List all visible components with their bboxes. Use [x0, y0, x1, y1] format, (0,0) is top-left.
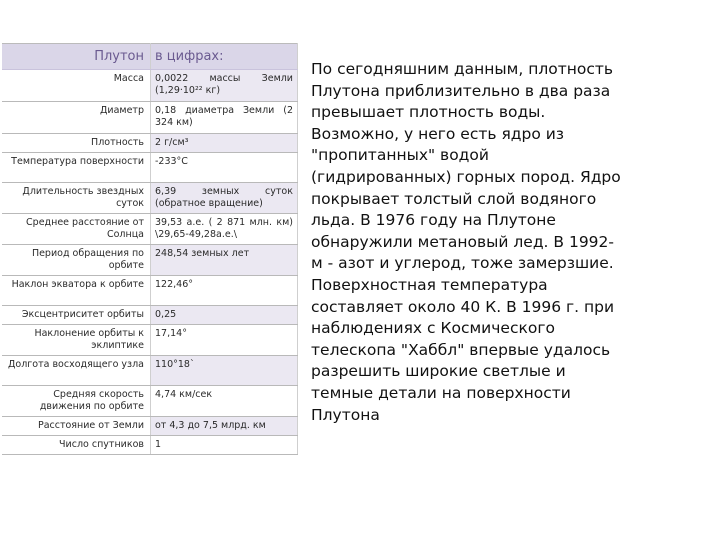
table-row — [2, 436, 298, 455]
text-line: темные детали на поверхности — [311, 383, 571, 402]
text-line: Плутона — [311, 405, 380, 424]
table-row-value: 4,74 км/сек — [151, 386, 298, 417]
text-line: м - азот и углерод, тоже замерзшие. — [311, 254, 614, 273]
table-row-value: 1 — [151, 436, 298, 455]
table-row-label: Наклонение орбиты к эклиптике — [2, 325, 151, 356]
pluto-description-text — [311, 59, 716, 426]
table-row — [2, 153, 298, 183]
text-line: наблюдениях с Космического — [311, 319, 555, 338]
pluto-facts-table — [2, 43, 298, 455]
table-row-label: Период обращения по орбите — [2, 245, 151, 276]
table-row-label: Долгота восходящего узла — [2, 356, 151, 386]
table-row — [2, 70, 298, 102]
table-row — [2, 102, 298, 134]
table-row-label: Масса — [2, 70, 151, 102]
table-row-value: 0,18 диаметра Земли (2 324 км) — [151, 102, 298, 134]
table-row — [2, 417, 298, 436]
table-header-right: в цифрах: — [151, 44, 298, 70]
table-row-value: 122,46° — [151, 276, 298, 306]
table-header-left: Плутон — [2, 44, 151, 70]
table-row-value: 39,53 а.е. ( 2 871 млн. км) \29,65-49,28а.е.\ — [151, 214, 298, 245]
table-row-value: 0,0022 массы Земли (1,29·10²² кг) — [151, 70, 298, 102]
text-line: По сегодняшним данным, плотность — [311, 60, 614, 78]
table-row-label: Среднее расстояние от Солнца — [2, 214, 151, 245]
table-row — [2, 276, 298, 306]
text-line: превышает плотность воды. — [311, 103, 546, 122]
table-row-value: 17,14° — [151, 325, 298, 356]
table-row-label: Средняя скорость движения по орбите — [2, 386, 151, 417]
table-row-label: Плотность — [2, 134, 151, 153]
table-row-value: 6,39 земных суток (обратное вращение) — [151, 183, 298, 214]
text-line: Возможно, у него есть ядро из — [311, 124, 565, 143]
table-row-label: Длительность звездных суток — [2, 183, 151, 214]
table-row-label: Расстояние от Земли — [2, 417, 151, 436]
table-row-label: Диаметр — [2, 102, 151, 134]
table-row — [2, 183, 298, 214]
table-row — [2, 214, 298, 245]
text-line: (гидрированных) горных пород. Ядро — [311, 167, 621, 186]
text-line: Поверхностная температура — [311, 275, 548, 294]
text-line: телескопа "Хаббл" впервые удалось — [311, 340, 611, 359]
pluto-facts-body — [2, 44, 298, 455]
text-line: "пропитанных" водой — [311, 146, 489, 165]
text-line: составляет около 40 К. В 1996 г. при — [311, 297, 615, 316]
table-row — [2, 134, 298, 153]
table-row — [2, 306, 298, 325]
text-line: разрешить широкие светлые и — [311, 362, 566, 381]
table-row-value: от 4,3 до 7,5 млрд. км — [151, 417, 298, 436]
table-row-value: 248,54 земных лет — [151, 245, 298, 276]
table-header-row — [2, 44, 298, 70]
table-row — [2, 356, 298, 386]
text-line: Плутона приблизительно в два раза — [311, 81, 611, 100]
table-row-value: 110°18` — [151, 356, 298, 386]
table-row-value: -233°С — [151, 153, 298, 183]
table-row-label: Эксцентриситет орбиты — [2, 306, 151, 325]
table-row-label: Наклон экватора к орбите — [2, 276, 151, 306]
table-row — [2, 386, 298, 417]
text-line: покрывает толстый слой водяного — [311, 189, 597, 208]
table-row — [2, 245, 298, 276]
table-row-value: 2 г/см³ — [151, 134, 298, 153]
text-line: обнаружили метановый лед. В 1992- — [311, 232, 614, 251]
table-row-value: 0,25 — [151, 306, 298, 325]
text-line: льда. В 1976 году на Плутоне — [311, 211, 556, 230]
table-row-label: Число спутников — [2, 436, 151, 455]
table-row-label: Температура поверхности — [2, 153, 151, 183]
table-row — [2, 325, 298, 356]
